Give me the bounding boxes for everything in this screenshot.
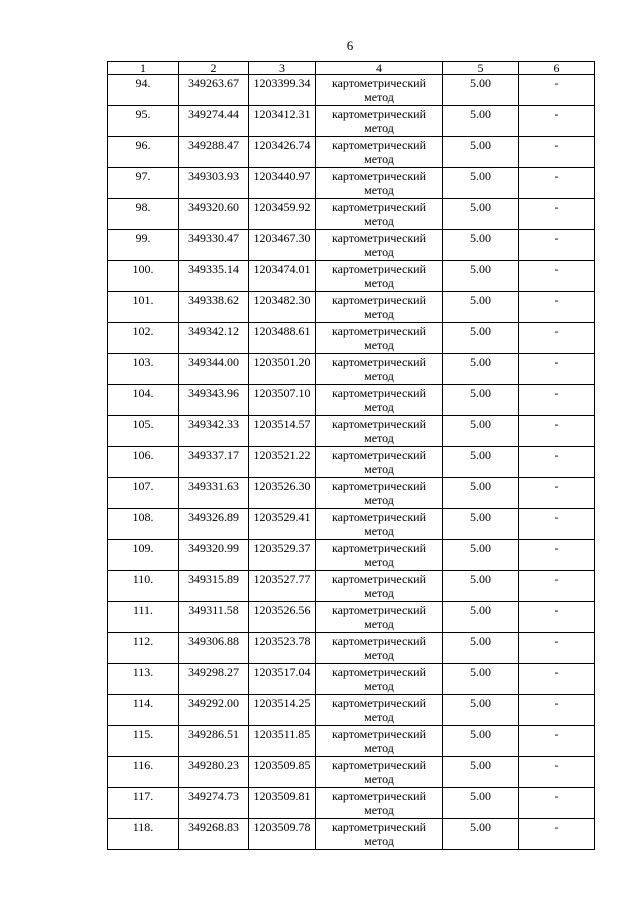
cell-method: картометрический метод (316, 788, 443, 819)
cell-coord-x: 349320.99 (179, 540, 249, 571)
cell-coord-y: 1203526.30 (249, 478, 316, 509)
cell-coord-x: 349343.96 (179, 385, 249, 416)
cell-coord-x: 349331.63 (179, 478, 249, 509)
cell-description: - (519, 385, 595, 416)
cell-description: - (519, 447, 595, 478)
cell-point-number: 111. (108, 602, 179, 633)
cell-coord-x: 349342.33 (179, 416, 249, 447)
cell-point-number: 108. (108, 509, 179, 540)
cell-coord-y: 1203440.97 (249, 168, 316, 199)
cell-coord-y: 1203474.01 (249, 261, 316, 292)
cell-coord-y: 1203509.78 (249, 819, 316, 850)
cell-coord-x: 349292.00 (179, 695, 249, 726)
cell-description: - (519, 168, 595, 199)
cell-point-number: 109. (108, 540, 179, 571)
page-number: 6 (346, 38, 354, 53)
cell-method: картометрический метод (316, 726, 443, 757)
cell-method: картометрический метод (316, 602, 443, 633)
cell-accuracy: 5.00 (443, 726, 519, 757)
cell-description: - (519, 75, 595, 106)
cell-coord-y: 1203526.56 (249, 602, 316, 633)
cell-description: - (519, 199, 595, 230)
cell-coord-y: 1203467.30 (249, 230, 316, 261)
cell-coord-x: 349288.47 (179, 137, 249, 168)
table-row (108, 230, 595, 261)
cell-method: картометрический метод (316, 695, 443, 726)
cell-point-number: 102. (108, 323, 179, 354)
table-row (108, 261, 595, 292)
cell-description: - (519, 664, 595, 695)
cell-method: картометрический метод (316, 261, 443, 292)
cell-point-number: 118. (108, 819, 179, 850)
cell-point-number: 101. (108, 292, 179, 323)
cell-accuracy: 5.00 (443, 416, 519, 447)
table-row (108, 788, 595, 819)
table-row (108, 509, 595, 540)
cell-method: картометрический метод (316, 168, 443, 199)
cell-method: картометрический метод (316, 819, 443, 850)
cell-coord-y: 1203521.22 (249, 447, 316, 478)
cell-description: - (519, 478, 595, 509)
table-body (108, 75, 595, 850)
header-cell-2: 2 (179, 62, 249, 75)
table-row (108, 292, 595, 323)
cell-coord-x: 349268.83 (179, 819, 249, 850)
cell-point-number: 98. (108, 199, 179, 230)
cell-coord-y: 1203507.10 (249, 385, 316, 416)
cell-accuracy: 5.00 (443, 633, 519, 664)
cell-accuracy: 5.00 (443, 695, 519, 726)
cell-description: - (519, 633, 595, 664)
table-row (108, 478, 595, 509)
header-cell-5: 5 (443, 62, 519, 75)
cell-method: картометрический метод (316, 137, 443, 168)
cell-accuracy: 5.00 (443, 447, 519, 478)
table-row (108, 633, 595, 664)
cell-description: - (519, 757, 595, 788)
cell-point-number: 110. (108, 571, 179, 602)
table-row (108, 447, 595, 478)
cell-description: - (519, 230, 595, 261)
cell-description: - (519, 261, 595, 292)
table-row (108, 323, 595, 354)
cell-description: - (519, 726, 595, 757)
cell-point-number: 95. (108, 106, 179, 137)
cell-description: - (519, 292, 595, 323)
cell-coord-y: 1203488.61 (249, 323, 316, 354)
table-row (108, 199, 595, 230)
cell-accuracy: 5.00 (443, 571, 519, 602)
table-row (108, 137, 595, 168)
cell-coord-x: 349298.27 (179, 664, 249, 695)
table-row (108, 695, 595, 726)
cell-method: картометрический метод (316, 478, 443, 509)
cell-coord-y: 1203509.81 (249, 788, 316, 819)
cell-point-number: 113. (108, 664, 179, 695)
cell-coord-y: 1203459.92 (249, 199, 316, 230)
cell-coord-y: 1203514.57 (249, 416, 316, 447)
cell-coord-y: 1203501.20 (249, 354, 316, 385)
cell-point-number: 97. (108, 168, 179, 199)
cell-point-number: 96. (108, 137, 179, 168)
cell-coord-x: 349320.60 (179, 199, 249, 230)
cell-method: картометрический метод (316, 199, 443, 230)
cell-method: картометрический метод (316, 323, 443, 354)
cell-point-number: 100. (108, 261, 179, 292)
header-row (108, 62, 595, 75)
cell-point-number: 99. (108, 230, 179, 261)
cell-method: картометрический метод (316, 354, 443, 385)
cell-point-number: 116. (108, 757, 179, 788)
cell-accuracy: 5.00 (443, 602, 519, 633)
cell-coord-y: 1203517.04 (249, 664, 316, 695)
cell-description: - (519, 416, 595, 447)
cell-accuracy: 5.00 (443, 168, 519, 199)
cell-coord-y: 1203529.41 (249, 509, 316, 540)
cell-method: картометрический метод (316, 385, 443, 416)
cell-point-number: 107. (108, 478, 179, 509)
table-row (108, 106, 595, 137)
cell-coord-x: 349315.89 (179, 571, 249, 602)
cell-coord-y: 1203412.31 (249, 106, 316, 137)
cell-accuracy: 5.00 (443, 354, 519, 385)
cell-point-number: 115. (108, 726, 179, 757)
cell-point-number: 103. (108, 354, 179, 385)
cell-method: картометрический метод (316, 509, 443, 540)
table-row (108, 602, 595, 633)
cell-method: картометрический метод (316, 75, 443, 106)
table-row (108, 664, 595, 695)
cell-coord-x: 349330.47 (179, 230, 249, 261)
header-cell-3: 3 (249, 62, 316, 75)
cell-method: картометрический метод (316, 664, 443, 695)
cell-method: картометрический метод (316, 447, 443, 478)
cell-accuracy: 5.00 (443, 261, 519, 292)
table-row (108, 757, 595, 788)
cell-method: картометрический метод (316, 571, 443, 602)
cell-coord-y: 1203509.85 (249, 757, 316, 788)
cell-accuracy: 5.00 (443, 819, 519, 850)
cell-accuracy: 5.00 (443, 478, 519, 509)
table-row (108, 75, 595, 106)
coordinates-table (107, 61, 595, 850)
cell-coord-x: 349286.51 (179, 726, 249, 757)
cell-coord-x: 349326.89 (179, 509, 249, 540)
cell-coord-y: 1203523.78 (249, 633, 316, 664)
cell-accuracy: 5.00 (443, 75, 519, 106)
cell-coord-y: 1203514.25 (249, 695, 316, 726)
cell-coord-y: 1203482.30 (249, 292, 316, 323)
cell-coord-x: 349263.67 (179, 75, 249, 106)
cell-description: - (519, 819, 595, 850)
cell-description: - (519, 354, 595, 385)
cell-accuracy: 5.00 (443, 292, 519, 323)
cell-description: - (519, 137, 595, 168)
cell-coord-x: 349344.00 (179, 354, 249, 385)
cell-coord-x: 349274.44 (179, 106, 249, 137)
cell-description: - (519, 106, 595, 137)
table-header (108, 62, 595, 75)
cell-accuracy: 5.00 (443, 137, 519, 168)
cell-method: картометрический метод (316, 106, 443, 137)
table-row (108, 819, 595, 850)
table-row (108, 385, 595, 416)
cell-coord-x: 349303.93 (179, 168, 249, 199)
cell-point-number: 106. (108, 447, 179, 478)
table-row (108, 726, 595, 757)
cell-accuracy: 5.00 (443, 230, 519, 261)
cell-point-number: 94. (108, 75, 179, 106)
cell-coord-x: 349337.17 (179, 447, 249, 478)
cell-point-number: 117. (108, 788, 179, 819)
cell-coord-x: 349274.73 (179, 788, 249, 819)
cell-accuracy: 5.00 (443, 106, 519, 137)
cell-coord-y: 1203399.34 (249, 75, 316, 106)
cell-point-number: 104. (108, 385, 179, 416)
table-row (108, 168, 595, 199)
cell-coord-x: 349342.12 (179, 323, 249, 354)
cell-method: картометрический метод (316, 292, 443, 323)
cell-coord-y: 1203511.85 (249, 726, 316, 757)
table-row (108, 571, 595, 602)
cell-method: картометрический метод (316, 540, 443, 571)
cell-accuracy: 5.00 (443, 757, 519, 788)
cell-point-number: 114. (108, 695, 179, 726)
cell-accuracy: 5.00 (443, 323, 519, 354)
cell-description: - (519, 695, 595, 726)
cell-description: - (519, 509, 595, 540)
cell-accuracy: 5.00 (443, 509, 519, 540)
cell-coord-y: 1203529.37 (249, 540, 316, 571)
cell-coord-y: 1203426.74 (249, 137, 316, 168)
cell-description: - (519, 323, 595, 354)
cell-description: - (519, 540, 595, 571)
cell-description: - (519, 571, 595, 602)
cell-method: картометрический метод (316, 757, 443, 788)
cell-method: картометрический метод (316, 416, 443, 447)
cell-coord-x: 349306.88 (179, 633, 249, 664)
cell-coord-x: 349311.58 (179, 602, 249, 633)
cell-coord-x: 349280.23 (179, 757, 249, 788)
cell-coord-x: 349335.14 (179, 261, 249, 292)
cell-accuracy: 5.00 (443, 664, 519, 695)
table-row (108, 416, 595, 447)
cell-coord-x: 349338.62 (179, 292, 249, 323)
cell-accuracy: 5.00 (443, 199, 519, 230)
cell-coord-y: 1203527.77 (249, 571, 316, 602)
header-cell-6: 6 (519, 62, 595, 75)
cell-method: картометрический метод (316, 633, 443, 664)
cell-point-number: 105. (108, 416, 179, 447)
cell-description: - (519, 602, 595, 633)
header-cell-4: 4 (316, 62, 443, 75)
cell-point-number: 112. (108, 633, 179, 664)
cell-accuracy: 5.00 (443, 385, 519, 416)
cell-description: - (519, 788, 595, 819)
cell-method: картометрический метод (316, 230, 443, 261)
cell-accuracy: 5.00 (443, 540, 519, 571)
table-row (108, 354, 595, 385)
table-row (108, 540, 595, 571)
header-cell-1: 1 (108, 62, 179, 75)
cell-accuracy: 5.00 (443, 788, 519, 819)
